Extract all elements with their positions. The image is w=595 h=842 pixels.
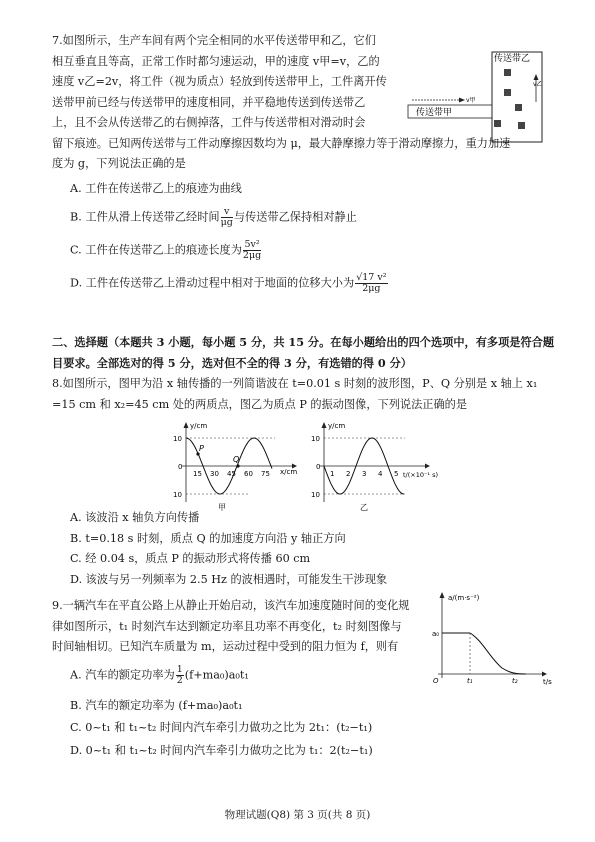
t-axis-label: t/(×10⁻¹ s) xyxy=(403,471,439,479)
q7-conveyor-figure xyxy=(408,52,558,144)
q7-line: 上，且不会从传送带乙的右侧掉落，工件与传送带相对滑动时会 xyxy=(52,116,366,129)
section-2-header xyxy=(52,332,555,373)
q7-option-a: A. 工件在传送带乙上的痕迹为曲线 xyxy=(70,181,242,195)
x-tick: 15 xyxy=(193,470,202,478)
fraction-denominator: 2 xyxy=(176,674,183,686)
x-tick: 75 xyxy=(261,470,270,478)
y-axis-label: y/cm xyxy=(328,422,346,430)
belt-b-label: 传送带乙 xyxy=(494,54,531,64)
t-tick: 4 xyxy=(378,470,383,478)
t-tick: 1 xyxy=(330,470,335,478)
origin-label: O xyxy=(433,677,439,685)
x-axis-label: x/cm xyxy=(280,468,298,476)
q9-option-a-post: (f+ma₀)a₀t₁ xyxy=(184,668,249,681)
fraction-denominator: 2μg xyxy=(242,250,262,261)
point-q-label: Q xyxy=(233,455,240,464)
q7-option-d-pre: D. 工件在传送带乙上滑动过程中相对于地面的位移大小为 xyxy=(70,276,355,290)
q9-acceleration-figure xyxy=(430,588,560,684)
q8-options xyxy=(52,508,552,590)
figure-caption: 乙 xyxy=(360,503,368,512)
q7-option-c-fraction xyxy=(243,240,261,261)
q9-option-c: C. 0~t₁ 和 t₁~t₂ 时间内汽车牵引力做功之比为 2t₁：(t₂−t₁) xyxy=(70,721,373,734)
t1-label: t₁ xyxy=(467,677,473,685)
q7-option-b-pre: B. 工件从滑上传送带乙经时间 xyxy=(70,210,220,224)
t-tick: 3 xyxy=(362,470,367,478)
q7-option-d xyxy=(52,273,552,294)
q7-option-b xyxy=(52,207,552,228)
fraction-numerator: v xyxy=(221,207,233,218)
y-axis-label: y/cm xyxy=(190,422,208,430)
section-2-line: 目要求。全部选对的得 5 分，选对但不全的得 3 分，有选错的得 0 分） xyxy=(52,355,412,370)
q7-option-c-pre: C. 工件在传送带乙上的痕迹长度为 xyxy=(70,243,242,257)
q9-option-b: B. 汽车的额定功率为 (f+ma₀)a₀t₁ xyxy=(70,698,243,712)
t-tick: 5 xyxy=(394,470,399,478)
decreasing-acceleration-curve xyxy=(470,633,526,674)
figure-caption: 甲 xyxy=(218,503,226,512)
t-tick: 2 xyxy=(346,470,351,478)
t-axis-label: t/s xyxy=(543,678,552,686)
arrow-head-icon xyxy=(534,74,539,80)
fraction-numerator: 1 xyxy=(176,663,183,675)
arrow-head-icon xyxy=(184,422,189,428)
q7-option-c xyxy=(52,240,552,261)
workpiece xyxy=(494,120,501,127)
q8-vibration-figure xyxy=(300,420,445,512)
q7-line: 相互垂直且等高，正常工作时都匀速运动，甲的速度 v甲=v，乙的 xyxy=(52,54,380,68)
workpiece xyxy=(518,122,525,129)
fraction-numerator: 5v² xyxy=(244,239,260,250)
a-axis-label: a/(m·s⁻²) xyxy=(448,594,480,602)
point-q xyxy=(236,464,239,467)
q7-option-b-fraction xyxy=(221,207,233,228)
q8-line: 8.如图所示，图甲为沿 x 轴传播的一列简谐波在 t=0.01 s 时刻的波形图，P、Q 分别是 x 轴上 x₁ xyxy=(52,377,538,390)
q7-option-d-fraction xyxy=(355,273,387,294)
q9-line: 律如图所示，t₁ 时刻汽车达到额定功率且功率不再变化，t₂ 时刻图像与 xyxy=(52,619,402,633)
point-p-label: P xyxy=(199,444,204,453)
q8-option-b: B. t=0.18 s 时刻，质点 Q 的加速度方向沿 y 轴正方向 xyxy=(70,531,346,545)
q8-option-c: C. 经 0.04 s，质点 P 的振动形式将传播 60 cm xyxy=(70,552,311,565)
page-footer: 物理试题(Q8) 第 3 页(共 8 页) xyxy=(224,809,371,821)
belt-b-speed-label: v乙 xyxy=(533,81,543,88)
arrow-head-icon xyxy=(322,422,327,428)
q8-line: =15 cm 和 x₂=45 cm 处的两质点，图乙为质点 P 的振动图像，下列说法正确的是 xyxy=(52,397,468,411)
y-tick: 10 xyxy=(173,435,182,443)
q7-line: 送带甲前已经与传送带甲的速度相同，并平稳地传送到传送带乙 xyxy=(52,95,366,109)
x-tick: 60 xyxy=(244,470,253,478)
q8-wave-figure xyxy=(160,420,300,512)
q9-option-a-fraction xyxy=(176,665,184,686)
belt-b-outline xyxy=(492,52,542,142)
q7-option-b-post: 与传送带乙保持相对静止 xyxy=(233,210,357,224)
q7-line: 留下痕迹。已知两传送带与工件动摩擦因数均为 μ，最大静摩擦力等于滑动摩擦力，重力加速 xyxy=(52,136,511,150)
q9-line: 时间轴相切。已知汽车质量为 m，运动过程中受到的阻力恒为 f，则有 xyxy=(52,640,399,653)
q9-option-d: D. 0~t₁ 和 t₁~t₂ 时间内汽车牵引力做功之比为 t₁：2(t₂−t₁) xyxy=(70,743,373,757)
belt-a-speed-label: v甲 xyxy=(466,97,476,104)
workpiece xyxy=(504,69,511,76)
q8-option-d: D. 该波与另一列频率为 2.5 Hz 的波相遇时，可能发生干涉现象 xyxy=(70,572,388,586)
q7-line: 7.如图所示，生产车间有两个完全相同的水平传送带甲和乙，它们 xyxy=(52,34,376,47)
q7-line: 速度 v乙=2v，将工件（视为质点）轻放到传送带甲上，工件离开传 xyxy=(52,75,387,88)
q9-line: 9.一辆汽车在平直公路上从静止开始启动，该汽车加速度随时间的变化规 xyxy=(52,599,410,612)
q9-option-a-pre: A. 汽车的额定功率为 xyxy=(70,668,175,681)
y-tick: 10 xyxy=(311,491,320,499)
arrow-head-icon xyxy=(440,592,445,598)
workpiece xyxy=(504,89,511,96)
fraction-numerator: √17 v² xyxy=(356,272,387,283)
workpiece xyxy=(515,104,522,111)
y-tick: 0 xyxy=(178,463,183,471)
q7-line: 度为 g，下列说法正确的是 xyxy=(52,157,186,170)
a0-label: a₀ xyxy=(432,630,440,638)
section-2-line: 二、选择题（本题共 3 小题，每小题 5 分，共 15 分。在每小题给出的四个选项中，有多项是符合题 xyxy=(52,335,555,349)
y-tick: 0 xyxy=(316,463,321,471)
question-8 xyxy=(52,374,552,415)
arrow-head-icon xyxy=(425,464,430,469)
t2-label: t₂ xyxy=(512,677,518,685)
x-tick: 30 xyxy=(210,470,219,478)
q8-option-a: A. 该波沿 x 轴负方向传播 xyxy=(70,511,200,524)
arrow-head-icon xyxy=(542,672,547,677)
y-tick: 10 xyxy=(311,435,320,443)
fraction-denominator: μg xyxy=(220,217,233,228)
arrow-head-icon xyxy=(459,98,465,103)
belt-a-label: 传送带甲 xyxy=(416,108,453,118)
y-tick: 10 xyxy=(173,491,182,499)
x-tick: 45 xyxy=(227,470,236,478)
fraction-denominator: 2μg xyxy=(362,283,381,294)
